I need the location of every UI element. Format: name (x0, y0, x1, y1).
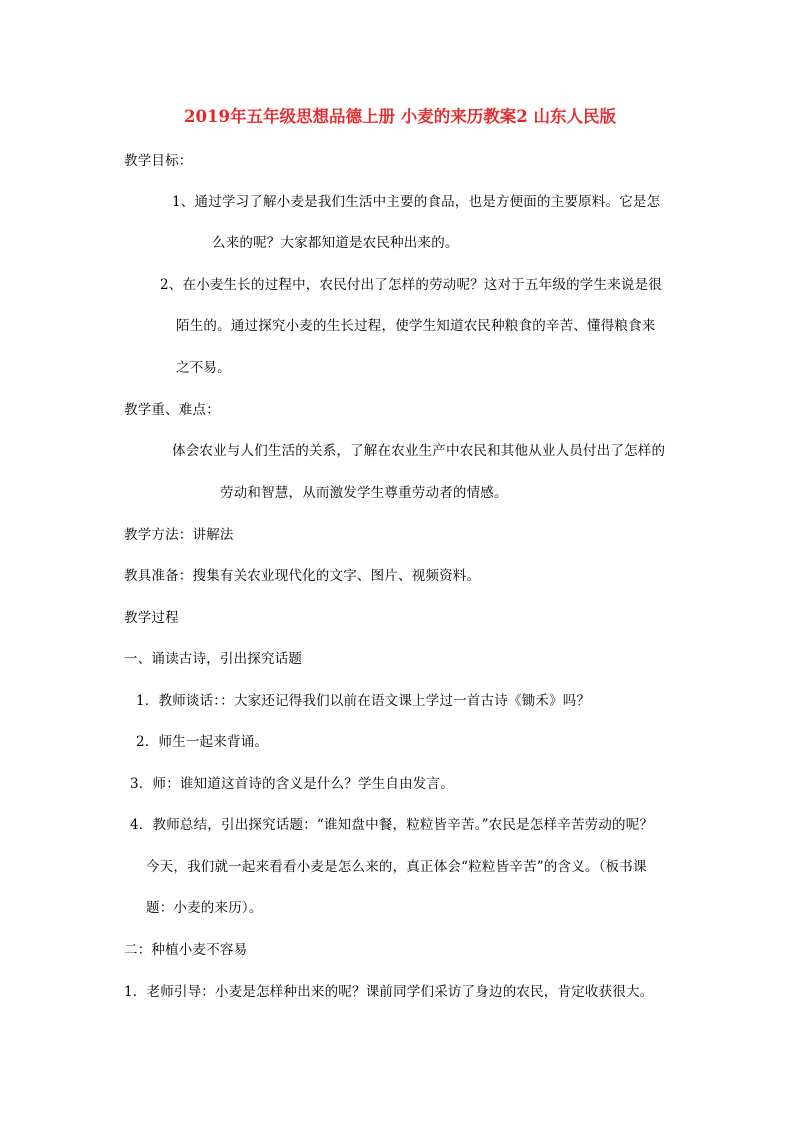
paragraph-line: 1、通过学习了解小麦是我们生活中主要的食品，也是方便面的主要原料。它是怎 (172, 194, 661, 210)
list-item: 1．老师引导：小麦是怎样种出来的呢？课前同学们采访了身边的农民，肯定收获很大。 (124, 984, 654, 1000)
section-heading-materials: 教具准备：搜集有关农业现代化的文字、图片、视频资料。 (124, 568, 481, 584)
list-item: 1．教师谈话：：大家还记得我们以前在语文课上学过一首古诗《锄禾》吗？ (136, 693, 591, 709)
document-title: 2019年五年级思想品德上册 小麦的来历教案2 山东人民版 (184, 107, 616, 126)
paragraph-line: 题：小麦的来历）。 (146, 900, 263, 916)
section-heading-objectives: 教学目标： (124, 153, 193, 169)
paragraph-line: 劳动和智慧，从而激发学生尊重劳动者的情感。 (220, 485, 508, 501)
paragraph-line: 体会农业与人们生活的关系，了解在农业生产中农民和其他从业人员付出了怎样的 (172, 443, 666, 459)
list-item: 2．师生一起来背诵。 (136, 734, 269, 750)
paragraph-line: 之不易。 (176, 360, 231, 376)
section-heading-process: 教学过程 (124, 610, 179, 626)
paragraph-line: 2、在小麦生长的过程中，农民付出了怎样的劳动呢？这对于五年级的学生来说是很 (160, 277, 662, 293)
section-heading-method: 教学方法：讲解法 (124, 527, 234, 543)
subsection-heading: 一、诵读古诗，引出探究话题 (124, 651, 303, 667)
list-item: 4．教师总结，引出探究话题：“谁知盘中餐，粒粒皆辛苦。”农民是怎样辛苦劳动的呢？ (130, 817, 654, 833)
list-item: 3．师：谁知道这首诗的含义是什么？学生自由发言。 (130, 776, 454, 792)
section-heading-key-points: 教学重、难点： (124, 402, 220, 418)
paragraph-line: 陌生的。通过探究小麦的生长过程，使学生知道农民种粮食的辛苦、懂得粮食来 (176, 318, 656, 334)
paragraph-line: 么来的呢？大家都知道是农民种出来的。 (212, 235, 459, 251)
subsection-heading: 二：种植小麦不容易 (124, 942, 248, 958)
paragraph-line: 今天，我们就一起来看看小麦是怎么来的，真正体会“粒粒皆辛苦”的含义。（板书课 (146, 859, 647, 875)
